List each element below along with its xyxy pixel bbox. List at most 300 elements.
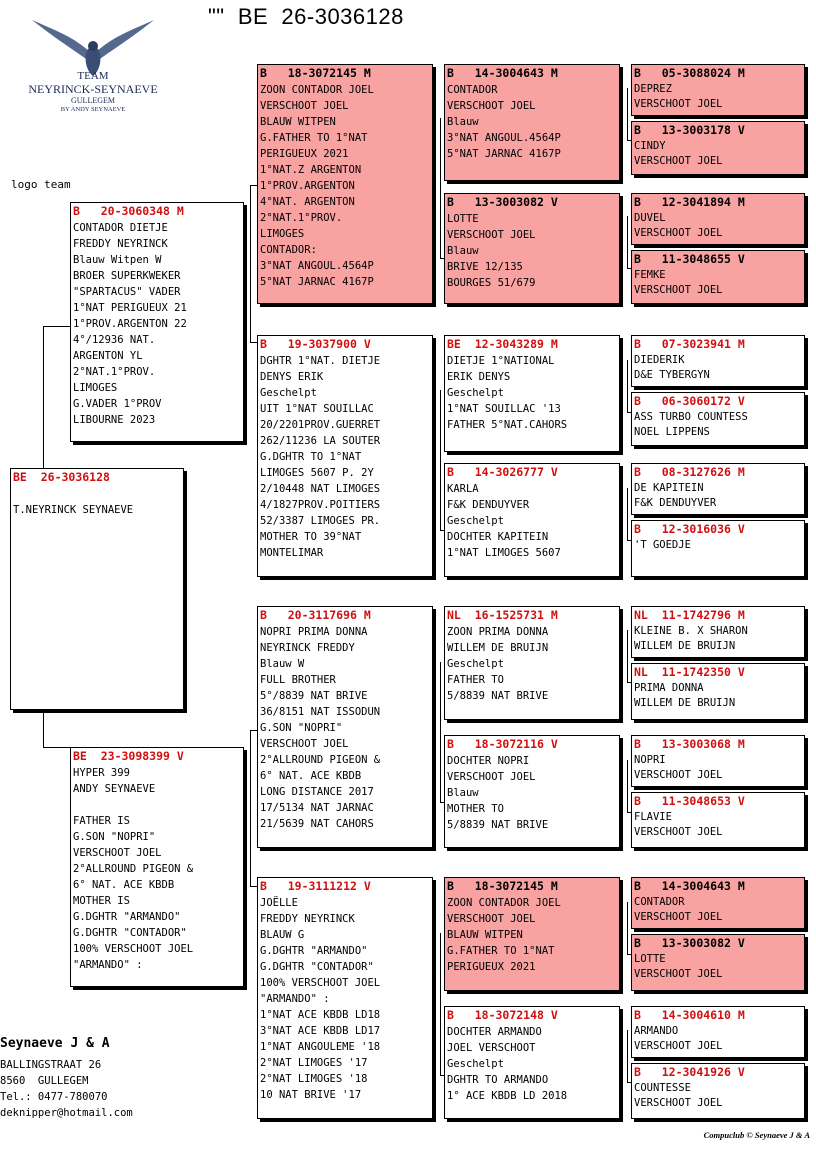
bird-info-line: G.DGHTR "CONTADOR" [260, 961, 374, 973]
bird-info-line: DENYS ERIK [260, 371, 324, 383]
pedigree-connector-line [440, 662, 441, 802]
country-code: NL [634, 608, 648, 622]
country-code: B [73, 204, 80, 218]
pedigree-connector-line [627, 488, 628, 540]
country-code: B [260, 608, 267, 622]
bird-card-g6 [631, 392, 805, 446]
pedigree-connector-line [43, 747, 70, 748]
sex-code: M [363, 608, 371, 622]
bird-header [445, 736, 619, 753]
bird-info-line: UIT 1°NAT SOUILLAC [260, 403, 374, 415]
pedigree-connector-line [250, 342, 257, 343]
bird-card-mfm [444, 735, 620, 848]
bird-info-line: COUNTESSE [634, 1082, 691, 1094]
bird-info-line: 1°NAT.Z ARGENTON [260, 164, 362, 176]
bird-info-line: MOTHER IS [73, 895, 130, 907]
bird-info-line: MOTHER TO [447, 803, 504, 815]
bird-info-line: Geschelpt [447, 515, 504, 527]
sex-code: M [550, 879, 558, 893]
sex-code: V [737, 936, 745, 950]
country-code: B [634, 522, 641, 536]
bird-info-line: DEPREZ [634, 83, 672, 95]
bird-card-g9 [631, 606, 805, 658]
bird-header [632, 736, 804, 753]
ring-number: 13-3003178 [661, 123, 731, 137]
ring-number: 06-3060172 [661, 394, 731, 408]
bird-info-line: VERSCHOOT JOEL [447, 100, 536, 112]
bird-info-line: G.DGHTR TO 1°NAT [260, 451, 362, 463]
bird-header [632, 664, 804, 681]
country-code: B [260, 337, 267, 351]
bird-card-g8 [631, 520, 805, 577]
owner-city: 8560 GULLEGEM [0, 1075, 89, 1087]
bird-info-line: G.DGHTR "CONTADOR" [73, 927, 187, 939]
logo-line-by: BY ANDY SEYNAEVE [60, 106, 126, 113]
bird-info-line: 21/5639 NAT CAHORS [260, 818, 374, 830]
bird-info-line: 3°NAT ACE KBDB LD17 [260, 1025, 381, 1037]
bird-card-g1 [631, 64, 805, 116]
bird-info-line: JOEL VERSCHOOT [447, 1042, 536, 1054]
bird-header [632, 65, 804, 82]
bird-info-line: LOTTE [634, 953, 666, 965]
bird-info-line: Blauw [447, 245, 479, 257]
bird-info-line: MONTELIMAR [260, 547, 324, 559]
sex-code: M [737, 737, 745, 751]
bird-info-line: G.DGHTR "ARMANDO" [260, 945, 368, 957]
bird-info-line: VERSCHOOT JOEL [447, 229, 536, 241]
bird-info-line: LIMOGES [260, 228, 305, 240]
bird-card-fmm [444, 463, 620, 577]
bird-info-line: VERSCHOOT JOEL [634, 283, 723, 296]
country-code: B [260, 879, 267, 893]
bird-header [632, 935, 804, 952]
country-code: B [634, 1008, 641, 1022]
ring-number: 23-3098399 [100, 749, 170, 763]
bird-info-line: CINDY [634, 140, 666, 152]
bird-info-line: 2°NAT LIMOGES '17 [260, 1057, 368, 1069]
bird-info-line: LIMOGES 5607 P. 2Y [260, 467, 374, 479]
bird-info-line: 1°NAT PERIGUEUX 21 [73, 302, 187, 314]
bird-info-line: 100% VERSCHOOT JOEL [73, 943, 194, 955]
bird-info-line: KLEINE B. X SHARON [634, 625, 748, 637]
bird-info-line: 2°NAT.1°PROV. [73, 366, 156, 378]
bird-header [258, 878, 432, 895]
bird-info-line: 2°ALLROUND PIGEON & [73, 863, 194, 875]
ring-number: 14-3004643 [474, 66, 544, 80]
bird-card-fm [257, 335, 433, 577]
country-code: B [447, 195, 454, 209]
bird-info-line: CONTADOR DIETJE [73, 222, 168, 234]
logo-note: logo team [11, 178, 71, 191]
bird-info-line: LOTTE [447, 213, 479, 225]
bird-header [632, 393, 804, 410]
bird-header [632, 521, 804, 538]
bird-info-line: VERSCHOOT JOEL [447, 771, 536, 783]
bird-card-g3 [631, 193, 805, 245]
bird-header [71, 748, 243, 765]
bird-info-line: DUVEL [634, 212, 666, 224]
ring-number: 12-3041926 [661, 1065, 731, 1079]
pedigree-connector-line [440, 118, 441, 258]
bird-info-line: 'T GOEDJE [634, 539, 691, 551]
bird-info-line: 5°/8839 NAT BRIVE [260, 690, 368, 702]
bird-info-line: VERSCHOOT JOEL [260, 100, 349, 112]
bird-info-line: CONTADOR [447, 84, 498, 96]
sex-code: M [737, 879, 745, 893]
bird-info-line: FATHER 5°NAT.CAHORS [447, 419, 568, 431]
sex-code: V [550, 465, 558, 479]
bird-header [258, 607, 432, 624]
bird-info-line: BRIVE 12/135 [447, 261, 523, 273]
bird-info-line: CONTADOR [634, 896, 685, 908]
bird-card-g2 [631, 121, 805, 175]
bird-info-line: VERSCHOOT JOEL [634, 768, 723, 781]
logo-line-name: NEYRINCK-SEYNAEVE [28, 82, 158, 96]
bird-info-line: FATHER TO [447, 674, 504, 686]
country-code: B [260, 66, 267, 80]
ring-number: 13-3003082 [474, 195, 544, 209]
bird-info-line: 2°ALLROUND PIGEON & [260, 754, 381, 766]
bird-info-line: 6° NAT. ACE KBDB [73, 879, 175, 891]
bird-header [632, 878, 804, 895]
bird-card-g15 [631, 1006, 805, 1058]
bird-info-line: 5°NAT JARNAC 4167P [260, 276, 374, 288]
bird-info-line: G.FATHER TO 1°NAT [447, 945, 555, 957]
bird-info-line: WILLEM DE BRUIJN [634, 639, 736, 652]
bird-header [445, 607, 619, 624]
bird-info-line: FEMKE [634, 269, 666, 281]
bird-info-line: FREDDY NEYRINCK [260, 913, 355, 925]
bird-header [71, 203, 243, 220]
bird-info-line: T.NEYRINCK SEYNAEVE [13, 504, 134, 516]
owner-phone: Tel.: 0477-780070 [0, 1091, 108, 1103]
bird-info-line: JOËLLE [260, 897, 298, 909]
bird-header [632, 464, 804, 481]
ring-number: 12-3016036 [661, 522, 731, 536]
owner-block [0, 1036, 133, 1121]
bird-info-line: VERSCHOOT JOEL [447, 913, 536, 925]
bird-card-g11 [631, 735, 805, 787]
bird-info-line: "ARMANDO" : [73, 959, 143, 971]
bird-info-line: 10 NAT BRIVE '17 [260, 1089, 362, 1101]
bird-info-line: ARGENTON YL [73, 350, 143, 362]
bird-info-line: D&E TYBERGYN [634, 368, 710, 381]
bird-header [632, 336, 804, 353]
footer-credit: Compuclub © Seynaeve J & A [703, 1130, 810, 1140]
bird-card-g7 [631, 463, 805, 515]
bird-card-fmf [444, 335, 620, 452]
bird-card-g5 [631, 335, 805, 387]
bird-info-line: 2°NAT LIMOGES '18 [260, 1073, 368, 1085]
bird-card-f [70, 202, 244, 442]
bird-header [445, 65, 619, 82]
pedigree-connector-line [627, 360, 628, 412]
bird-info-line: VERSCHOOT JOEL [634, 154, 723, 167]
bird-info-line: G.SON "NOPRI" [260, 722, 343, 734]
bird-info-line: DOCHTER NOPRI [447, 755, 530, 767]
ring-number: 14-3026777 [474, 465, 544, 479]
bird-info-line: 36/8151 NAT ISSODUN [260, 706, 381, 718]
bird-info-line: ERIK DENYS [447, 371, 511, 383]
bird-info-line: 6° NAT. ACE KBDB [260, 770, 362, 782]
bird-card-g14 [631, 934, 805, 991]
ring-number: 11-3048653 [661, 794, 731, 808]
pedigree-connector-line [627, 630, 628, 682]
ring-number: 18-3072116 [474, 737, 544, 751]
bird-card-mff [444, 606, 620, 720]
bird-info-line: ZOON CONTADOR JOEL [447, 897, 561, 909]
ring-number: 13-3003068 [661, 737, 731, 751]
bird-info-line: 5/8839 NAT BRIVE [447, 690, 549, 702]
bird-info-line: Geschelpt [447, 1058, 504, 1070]
country-code: B [634, 394, 641, 408]
ring-number: 11-1742796 [661, 608, 731, 622]
bird-info-line: G.FATHER TO 1°NAT [260, 132, 368, 144]
bird-info-line: BLAUW WITPEN [447, 929, 523, 941]
sex-code: M [737, 608, 745, 622]
ring-number: 18-3072148 [474, 1008, 544, 1022]
country-code: B [447, 465, 454, 479]
bird-info-line [71, 797, 243, 813]
bird-info-line: Blauw W [260, 658, 305, 670]
bird-info-line: VERSCHOOT JOEL [260, 738, 349, 750]
bird-card-g13 [631, 877, 805, 929]
bird-info-line: 1°NAT SOUILLAC '13 [447, 403, 561, 415]
bird-card-g12 [631, 792, 805, 848]
pedigree-connector-line [43, 706, 44, 748]
main-bird-card [10, 468, 184, 710]
bird-info-line: VERSCHOOT JOEL [634, 226, 723, 239]
bird-info-line: 52/3387 LIMOGES PR. [260, 515, 381, 527]
bird-info-line: 2°NAT.1°PROV. [260, 212, 343, 224]
bird-info-line: VERSCHOOT JOEL [634, 1039, 723, 1052]
bird-info-line: 1°PROV.ARGENTON 22 [73, 318, 187, 330]
country-code: B [634, 1065, 641, 1079]
sex-code: M [550, 66, 558, 80]
bird-card-g4 [631, 250, 805, 304]
bird-info-line: LIBOURNE 2023 [73, 414, 156, 426]
country-code: B [634, 66, 641, 80]
bird-info-line: 20/2201PROV.GUERRET [260, 419, 381, 431]
country-code: B [634, 465, 641, 479]
ring-number: 20-3117696 [287, 608, 357, 622]
country-code: NL [447, 608, 461, 622]
ring-number: 19-3037900 [287, 337, 357, 351]
ring-number: 07-3023941 [661, 337, 731, 351]
bird-info-line: DIETJE 1°NATIONAL [447, 355, 555, 367]
bird-info-line [11, 486, 183, 502]
bird-info-line: Geschelpt [447, 387, 504, 399]
logo-line-team: TEAM [77, 70, 109, 82]
bird-info-line: 2/10448 NAT LIMOGES [260, 483, 381, 495]
bird-info-line: PERIGUEUX 2021 [260, 148, 349, 160]
country-code: B [634, 252, 641, 266]
pedigree-connector-line [440, 390, 441, 530]
bird-header [632, 793, 804, 810]
bird-info-line: 5/8839 NAT BRIVE [447, 819, 549, 831]
bird-card-ff [257, 64, 433, 304]
owner-address: BALLINGSTRAAT 26 [0, 1059, 102, 1071]
country-code: BE [447, 337, 461, 351]
bird-info-line: FLAVIE [634, 811, 672, 823]
ring-number: 16-1525731 [474, 608, 544, 622]
bird-info-line: DE KAPITEIN [634, 482, 704, 494]
bird-header [632, 194, 804, 211]
bird-info-line: VERSCHOOT JOEL [634, 1096, 723, 1109]
bird-info-line: ANDY SEYNAEVE [73, 783, 156, 795]
bird-info-line: FATHER IS [73, 815, 130, 827]
bird-info-line: PRIMA DONNA [634, 682, 704, 694]
ring-number: 18-3072145 [474, 879, 544, 893]
pedigree-connector-line [250, 886, 257, 887]
country-code: B [634, 337, 641, 351]
country-code: B [447, 737, 454, 751]
bird-info-line: F&K DENDUYVER [447, 499, 530, 511]
country-code: NL [634, 665, 648, 679]
bird-card-g10 [631, 663, 805, 720]
sex-code: M [550, 337, 558, 351]
bird-header [445, 464, 619, 481]
bird-card-mmm [444, 1006, 620, 1119]
sex-code: V [737, 394, 745, 408]
bird-info-line: FULL BROTHER [260, 674, 336, 686]
sex-code: M [363, 66, 371, 80]
bird-info-line: 1°PROV.ARGENTON [260, 180, 355, 192]
bird-info-line: VERSCHOOT JOEL [634, 967, 723, 980]
bird-info-line: VERSCHOOT JOEL [634, 97, 723, 110]
bird-info-line: DGHTR TO ARMANDO [447, 1074, 549, 1086]
pedigree-connector-line [250, 730, 257, 731]
bird-info-line: DOCHTER KAPITEIN [447, 531, 549, 543]
bird-info-line: LONG DISTANCE 2017 [260, 786, 374, 798]
bird-header [632, 1007, 804, 1024]
bird-header [445, 878, 619, 895]
bird-info-line: PERIGUEUX 2021 [447, 961, 536, 973]
bird-info-line: ARMANDO [634, 1025, 679, 1037]
bird-header [258, 336, 432, 353]
bird-header [445, 1007, 619, 1024]
bird-info-line: BLAUW WITPEN [260, 116, 336, 128]
sex-code: V [737, 123, 745, 137]
bird-card-m [70, 747, 244, 987]
ring-number: 26-3036128 [40, 470, 110, 484]
bird-info-line: F&K DENDUYVER [634, 496, 717, 509]
pedigree-connector-line [627, 216, 628, 268]
bird-info-line: 1°NAT ANGOULEME '18 [260, 1041, 381, 1053]
country-code: B [634, 936, 641, 950]
ring-number: 12-3043289 [474, 337, 544, 351]
sex-code: M [737, 1008, 745, 1022]
bird-info-line: 3°NAT ANGOUL.4564P [260, 260, 374, 272]
country-code: B [634, 123, 641, 137]
bird-info-line: 1° ACE KBDB LD 2018 [447, 1090, 568, 1102]
ring-number: 05-3088024 [661, 66, 731, 80]
bird-info-line: 1°NAT LIMOGES 5607 [447, 547, 561, 559]
bird-info-line: Blauw [447, 787, 479, 799]
bird-info-line: MOTHER TO 39°NAT [260, 531, 362, 543]
bird-info-line: NOPRI PRIMA DONNA [260, 626, 368, 638]
sex-code: M [737, 337, 745, 351]
pedigree-title: "" BE 26-3036128 [208, 4, 404, 29]
bird-info-line: LIMOGES [73, 382, 118, 394]
bird-info-line: BOURGES 51/679 [447, 277, 536, 289]
bird-header [445, 336, 619, 353]
bird-info-line: 17/5134 NAT JARNAC [260, 802, 374, 814]
ring-number: 18-3072145 [287, 66, 357, 80]
sex-code: V [176, 749, 184, 763]
country-code: B [634, 195, 641, 209]
pedigree-connector-line [250, 185, 257, 186]
sex-code: V [363, 337, 371, 351]
bird-info-line: VERSCHOOT JOEL [73, 847, 162, 859]
bird-info-line: 4°NAT. ARGENTON [260, 196, 355, 208]
bird-card-mf [257, 606, 433, 848]
country-code: B [447, 879, 454, 893]
bird-info-line: ZOON PRIMA DONNA [447, 626, 549, 638]
bird-info-line: CONTADOR: [260, 244, 317, 256]
sex-code: V [737, 1065, 745, 1079]
ring-number: 13-3003082 [661, 936, 731, 950]
bird-info-line: DIEDERIK [634, 354, 685, 366]
bird-info-line: 100% VERSCHOOT JOEL [260, 977, 381, 989]
bird-info-line: Blauw [447, 116, 479, 128]
bird-info-line: 5°NAT JARNAC 4167P [447, 148, 561, 160]
owner-name: Seynaeve J & A [0, 1036, 110, 1051]
country-code: B [634, 737, 641, 751]
pedigree-connector-line [250, 730, 251, 887]
sex-code: M [737, 465, 745, 479]
country-code: B [634, 794, 641, 808]
bird-card-mm [257, 877, 433, 1119]
country-code: B [634, 879, 641, 893]
bird-info-line: BROER SUPERKWEKER [73, 270, 181, 282]
owner-email: deknipper@hotmail.com [0, 1107, 133, 1119]
ring-number: 14-3004643 [661, 879, 731, 893]
bird-card-ffm [444, 193, 620, 304]
bird-info-line: Geschelpt [447, 658, 504, 670]
sex-code: M [737, 195, 745, 209]
ring-number: 20-3060348 [100, 204, 170, 218]
ring-number: 08-3127626 [661, 465, 731, 479]
bird-info-line: BLAUW G [260, 929, 305, 941]
bird-info-line: 1°NAT ACE KBDB LD18 [260, 1009, 381, 1021]
bird-info-line: NEYRINCK FREDDY [260, 642, 355, 654]
bird-card-mmf [444, 877, 620, 991]
bird-info-line: 3°NAT ANGOUL.4564P [447, 132, 561, 144]
pedigree-connector-line [627, 760, 628, 812]
logo-line-town: GULLEGEM [71, 96, 115, 105]
pedigree-connector-line [440, 933, 441, 1075]
ring-number: 12-3041894 [661, 195, 731, 209]
bird-info-line: "SPARTACUS" VADER [73, 286, 181, 298]
bird-header [632, 1064, 804, 1081]
bird-info-line: NOEL LIPPENS [634, 425, 710, 438]
country-code: BE [73, 749, 87, 763]
bird-info-line: "ARMANDO" : [260, 993, 330, 1005]
bird-info-line: ASS TURBO COUNTESS [634, 411, 748, 423]
ring-number: 19-3111212 [287, 879, 357, 893]
bird-info-line: G.VADER 1°PROV [73, 398, 162, 410]
bird-info-line: 4/1827PROV.POITIERS [260, 499, 381, 511]
bird-info-line: VERSCHOOT JOEL [634, 825, 723, 838]
bird-header [445, 194, 619, 211]
pedigree-connector-line [43, 326, 70, 327]
sex-code: M [176, 204, 184, 218]
bird-info-line: VERSCHOOT JOEL [634, 910, 723, 923]
sex-code: V [550, 737, 558, 751]
bird-header [11, 469, 183, 486]
bird-info-line: WILLEM DE BRUIJN [447, 642, 549, 654]
